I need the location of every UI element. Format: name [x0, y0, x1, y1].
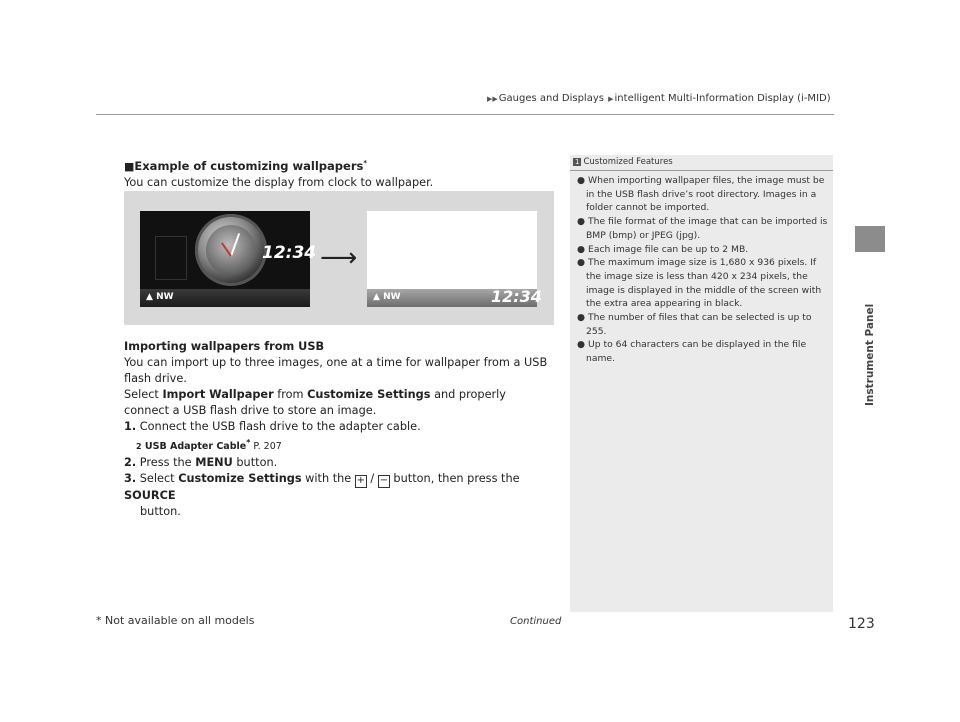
usb-section-title: Importing wallpapers from USB — [124, 340, 325, 353]
breadcrumb-item-gauges: Gauges and Displays — [498, 93, 604, 104]
select-instruction: Select Import Wallpaper from Customize Settings and properly connect a USB flash drive to store an image. — [124, 388, 506, 417]
display-side-panel — [155, 236, 187, 280]
list-item: ● The number of files that can be selected is up to 255. — [577, 312, 812, 337]
list-item: ● Up to 64 characters can be displayed in the file name. — [577, 339, 807, 365]
intro-text: You can customize the display from clock to wallpaper. — [124, 175, 434, 189]
side-note-title: 1 Customized Features — [575, 157, 673, 167]
list-item: ● Each image file can be up to 2 MB. — [577, 243, 749, 255]
intro-block — [124, 155, 554, 191]
minus-button-icon: − — [379, 475, 389, 487]
step-3: 3. Select Customize Settings with the + / − button, then press the SOURCE — [124, 472, 520, 503]
compass-readout: ▲ NW — [146, 292, 174, 302]
step-1: 1. Connect the USB flash drive to the adapter cable. — [124, 420, 421, 433]
page-number: 123 — [848, 616, 875, 632]
list-item: ● When importing wallpaper files, the image must be in the USB flash drive’s root directory. Images in a folder cannot be imported. — [577, 175, 825, 214]
breadcrumb — [486, 93, 831, 104]
step-2: 2. Press the MENU button. — [124, 456, 278, 470]
footnote: * Not available on all models — [96, 614, 255, 627]
header-divider — [96, 114, 834, 115]
section-tab-marker — [855, 226, 885, 252]
breadcrumb-arrow-icon: ▶▶ — [487, 95, 498, 103]
wallpaper-clock-text: 12:34 — [491, 287, 542, 306]
section-heading: ■Example of customizing wallpapers* — [124, 158, 368, 173]
arrow-right-icon: ⟶ — [320, 243, 358, 273]
list-item: ● The maximum image size is 1,680 x 936 pixels. If the image size is less than 420 x 234 pixels, the image is displayed in the middle of the screen with the extra area appearing in black. — [577, 257, 822, 310]
section-tab-label: Instrument Panel — [864, 303, 876, 406]
list-item: ● The file format of the image that can be imported is BMP (bmp) or JPEG (jpg). — [577, 216, 828, 241]
usb-import-section — [124, 339, 554, 520]
reference-arrow-icon: 2 — [136, 442, 142, 452]
cross-reference[interactable]: 2 USB Adapter Cable* P. 207 — [136, 438, 282, 453]
continued-label: Continued — [510, 616, 562, 627]
square-bullet-icon: ■ — [124, 159, 135, 173]
side-note-divider — [570, 170, 833, 171]
display-clock-text: 12:34 — [262, 243, 317, 263]
usb-section-text: You can import up to three images, one at a time for wallpaper from a USB flash drive. — [124, 356, 548, 385]
plus-button-icon: + — [356, 475, 366, 487]
side-note-list — [576, 174, 828, 366]
breadcrumb-arrow-icon: ▶ — [608, 95, 614, 103]
step-3-continued: button. — [140, 505, 181, 519]
breadcrumb-item-imid: intelligent Multi-Information Display (i-MID) — [614, 93, 831, 104]
compass-readout: ▲ NW — [373, 292, 401, 302]
